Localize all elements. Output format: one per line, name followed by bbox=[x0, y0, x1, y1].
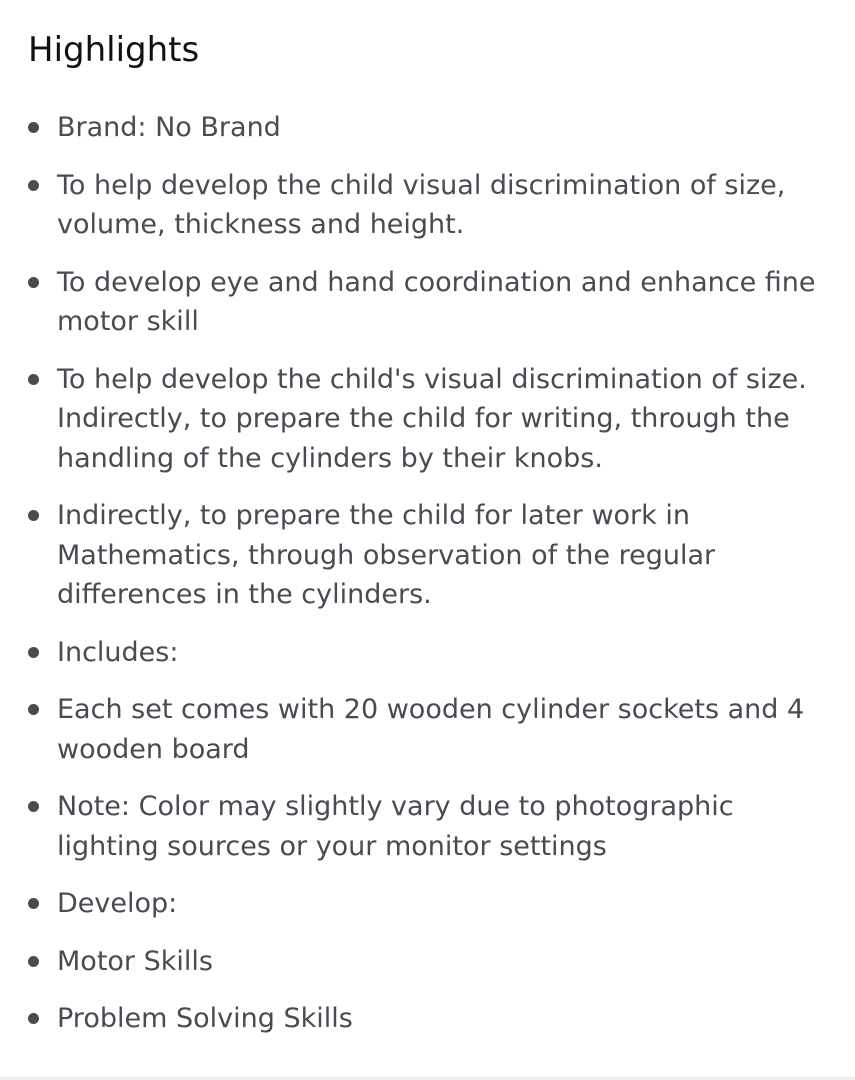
list-item-text: Indirectly, to prepare the child for later work in Mathematics, through observation of the regular differences in the cylinders. bbox=[57, 500, 716, 610]
bullet-icon bbox=[28, 898, 39, 909]
list-item bbox=[0, 633, 855, 673]
bullet-icon bbox=[28, 277, 39, 288]
list-item-text: Brand: No Brand bbox=[57, 112, 281, 143]
list-item bbox=[0, 690, 855, 769]
bullet-icon bbox=[28, 704, 39, 715]
bullet-icon bbox=[28, 374, 39, 385]
list-item bbox=[0, 263, 855, 342]
list-item bbox=[0, 999, 855, 1039]
list-item bbox=[0, 108, 855, 148]
list-item bbox=[0, 360, 855, 479]
list-item-text: Each set comes with 20 wooden cylinder sockets and 4 wooden board bbox=[57, 694, 805, 765]
list-item-text: Develop: bbox=[57, 888, 178, 919]
bullet-icon bbox=[28, 801, 39, 812]
list-item-text: Motor Skills bbox=[57, 945, 213, 977]
bullet-icon bbox=[28, 956, 39, 967]
list-item-text: Problem Solving Skills bbox=[57, 1003, 353, 1034]
list-item bbox=[0, 942, 855, 982]
list-item bbox=[0, 787, 855, 866]
list-item bbox=[0, 496, 855, 615]
list-item-text: Note: Color may slightly vary due to photographic lighting sources or your monitor settings bbox=[57, 791, 734, 862]
list-item-text: To help develop the child's visual discrimination of size. Indirectly, to prepare the child for writing, through the handling of the cylinders by their knobs. bbox=[57, 363, 807, 474]
list-item-text: To develop eye and hand coordination and enhance fine motor skill bbox=[57, 266, 816, 337]
list-item-text: Includes: bbox=[57, 636, 179, 668]
list-item-text: To help develop the child visual discrimination of size, volume, thickness and height. bbox=[57, 169, 786, 240]
highlights-title: Highlights bbox=[28, 30, 200, 70]
bullet-icon bbox=[28, 1013, 39, 1024]
bullet-icon bbox=[28, 647, 39, 658]
bullet-icon bbox=[28, 122, 39, 133]
list-item bbox=[0, 166, 855, 245]
bullet-icon bbox=[28, 180, 39, 191]
list-item bbox=[0, 884, 855, 924]
highlights-list bbox=[0, 108, 855, 1057]
bullet-icon bbox=[28, 510, 39, 521]
